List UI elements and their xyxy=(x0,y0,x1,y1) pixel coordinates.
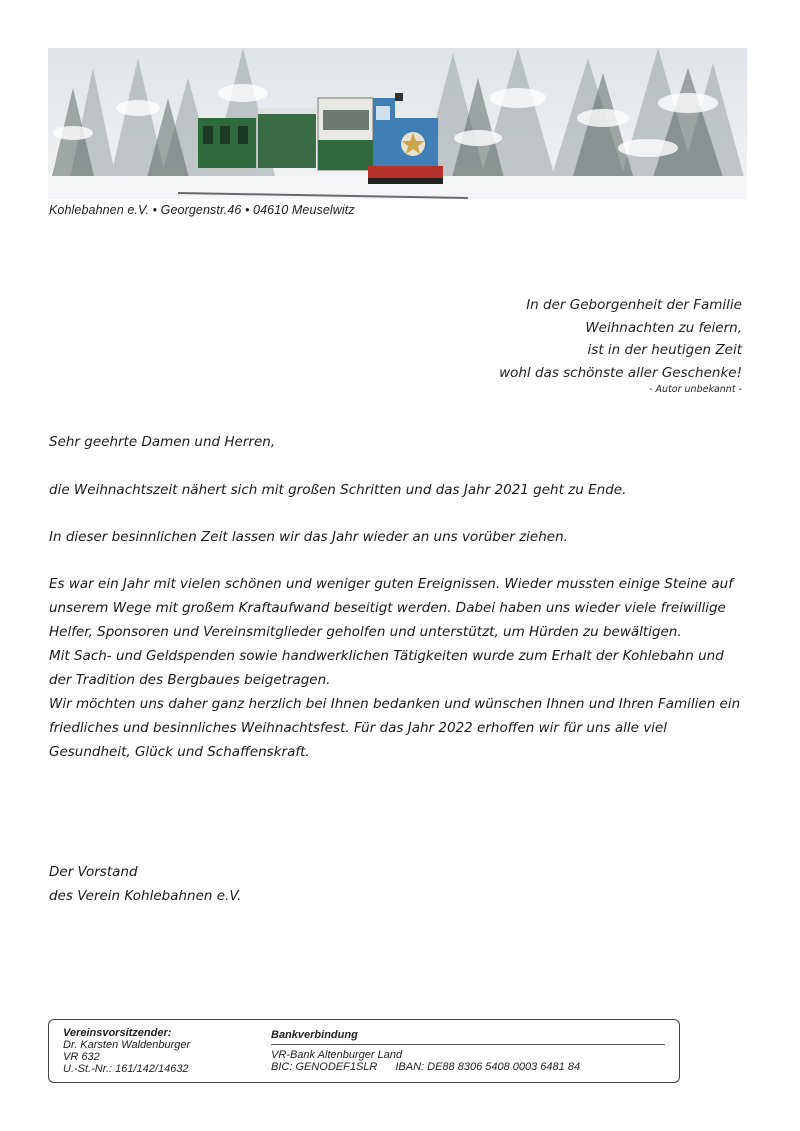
christmas-quote xyxy=(499,294,742,398)
iban: IBAN: DE88 8306 5408 0003 6481 84 xyxy=(395,1061,581,1073)
chair-heading: Vereinsvorsitzender: xyxy=(63,1027,172,1039)
paragraph-4: Wir möchten uns daher ganz herzlich bei Ihnen bedanken und wünschen Ihnen und Ihren Familien ein friedliches und besinnliches Weihnachtsfest. Für das Jahr 2022 erhoffen wir für uns alle viel Gesundheit, Glück und Schaffenskraft. xyxy=(49,696,741,760)
paragraph-2: In dieser besinnlichen Zeit lassen wir das Jahr wieder an uns vorüber ziehen. xyxy=(49,529,568,545)
paragraph-3-part-b: Mit Sach- und Geldspenden sowie handwerklichen Tätigkeiten wurde zum Erhalt der Kohlebahn und der Tradition des Bergbaues beigetragen. xyxy=(49,648,724,688)
winter-train-illustration xyxy=(48,48,747,199)
signature-line-1: Der Vorstand xyxy=(49,864,138,880)
paragraph-3 xyxy=(49,572,749,692)
quote-line: In der Geborgenheit der Familie xyxy=(526,297,742,313)
quote-author: - Autor unbekannt - xyxy=(649,384,742,395)
chair-info xyxy=(63,1027,190,1075)
tax-id: U.-St.-Nr.: 161/142/14632 xyxy=(63,1063,189,1075)
quote-line: ist in der heutigen Zeit xyxy=(587,342,742,358)
salutation: Sehr geehrte Damen und Herren, xyxy=(49,434,276,450)
bank-name: VR-Bank Altenburger Land xyxy=(271,1049,403,1061)
bic: BIC: GENODEF1SLR xyxy=(271,1061,378,1073)
bank-heading: Bankverbindung xyxy=(271,1029,665,1045)
chair-name: Dr. Karsten Waldenburger xyxy=(63,1039,191,1051)
footer-info-box xyxy=(48,1019,680,1083)
quote-line: Weihnachten zu feiern, xyxy=(585,319,742,336)
bank-codes xyxy=(271,1061,665,1073)
signature-block xyxy=(49,860,241,908)
register-number: VR 632 xyxy=(63,1051,100,1063)
paragraph-3-part-a: Es war ein Jahr mit vielen schönen und weniger guten Ereignissen. Wieder mussten einige Steine auf unserem Wege mit großem Kraftaufwand beseitigt werden. Dabei haben uns wieder viele freiwillige Helfer, Sponsoren und Vereinsmitglieder geholfen und unterstützt, um Hürden zu bewältigen. xyxy=(49,576,733,640)
sender-address: Kohlebahnen e.V. • Georgenstr.46 • 04610 Meuselwitz xyxy=(49,203,355,217)
paragraph-1: die Weihnachtszeit nähert sich mit großen Schritten und das Jahr 2021 geht zu Ende. xyxy=(49,482,627,498)
quote-line: wohl das schönste aller Geschenke! xyxy=(499,364,742,381)
header-banner-image xyxy=(48,48,747,199)
signature-line-2: des Verein Kohlebahnen e.V. xyxy=(49,888,242,904)
bank-info xyxy=(271,1029,665,1073)
